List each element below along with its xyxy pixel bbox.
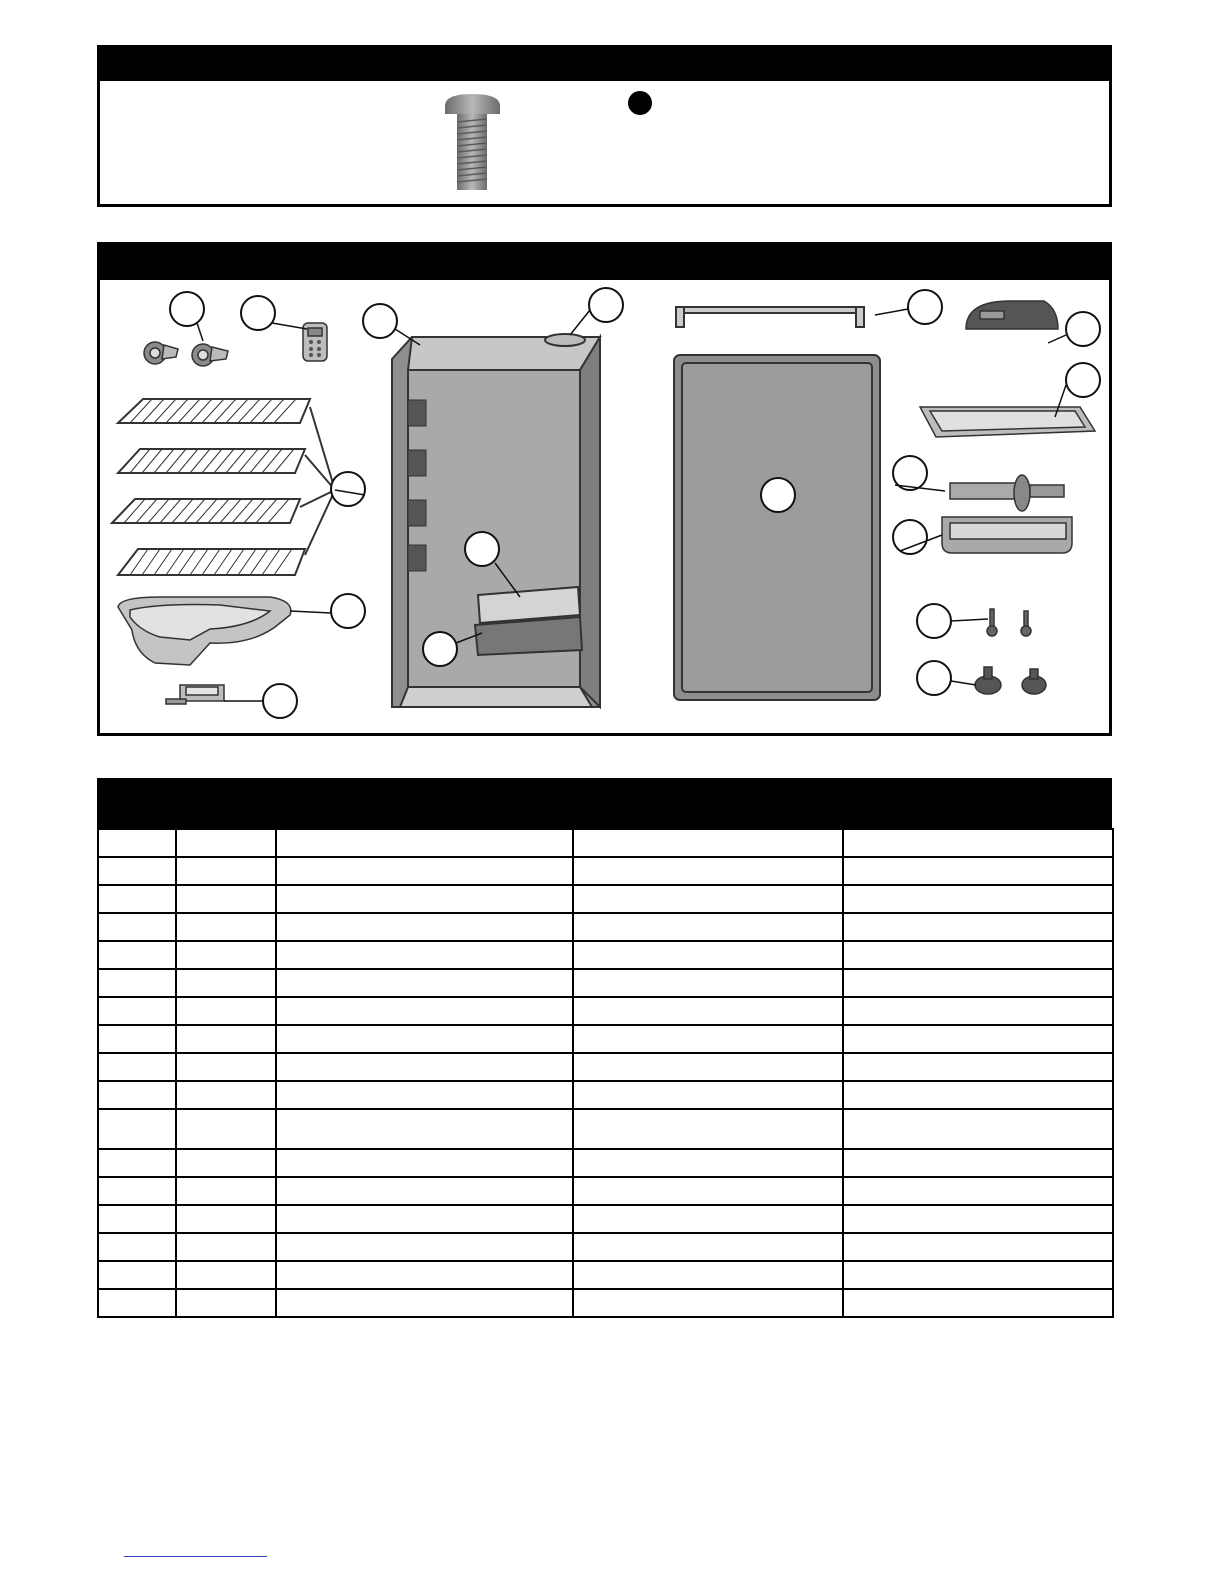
table-cell <box>98 857 176 885</box>
callout-7 <box>1066 363 1100 397</box>
table-cell <box>176 1025 276 1053</box>
table-cell <box>98 1109 176 1149</box>
table-cell <box>573 1261 843 1289</box>
table-row <box>98 1149 1113 1177</box>
callout-2 <box>241 296 275 330</box>
table-row <box>98 1025 1113 1053</box>
footer-link-underline[interactable] <box>124 1556 267 1557</box>
hardware-drawing <box>100 48 1109 204</box>
exploded-parts-drawing <box>100 245 1109 733</box>
table-cell <box>176 1205 276 1233</box>
callout-14 <box>423 632 457 666</box>
table-cell <box>843 1053 1113 1081</box>
table-cell <box>98 941 176 969</box>
parts-list-table <box>97 778 1112 1318</box>
parts-table-grid <box>97 828 1114 1318</box>
grease-container-part <box>942 517 1072 553</box>
callout-12 <box>465 532 499 566</box>
table-cell <box>176 1053 276 1081</box>
caster-wheels-part <box>144 342 228 366</box>
table-cell <box>176 1289 276 1317</box>
table-cell <box>276 941 573 969</box>
table-cell <box>573 1205 843 1233</box>
table-cell <box>176 829 276 857</box>
table-cell <box>276 1289 573 1317</box>
table-cell <box>276 1261 573 1289</box>
hardware-panel <box>97 45 1112 207</box>
door-handle-part <box>676 307 864 327</box>
table-cell <box>573 1149 843 1177</box>
table-cell <box>98 1177 176 1205</box>
control-panel-part <box>966 301 1058 329</box>
table-cell <box>276 1081 573 1109</box>
table-row <box>98 857 1113 885</box>
table-cell <box>843 1205 1113 1233</box>
table-cell <box>573 913 843 941</box>
callout-17 <box>263 684 297 718</box>
callout-11 <box>893 520 927 554</box>
table-row <box>98 1053 1113 1081</box>
table-cell <box>573 829 843 857</box>
table-row <box>98 1261 1113 1289</box>
table-cell <box>843 857 1113 885</box>
table-cell <box>98 997 176 1025</box>
table-cell <box>276 1109 573 1149</box>
table-row <box>98 997 1113 1025</box>
table-cell <box>843 885 1113 913</box>
callout-6 <box>1066 312 1100 346</box>
callout-16 <box>917 661 951 695</box>
callout-1 <box>170 292 204 326</box>
table-row <box>98 941 1113 969</box>
table-cell <box>573 941 843 969</box>
drip-tray-part <box>920 407 1095 437</box>
leveling-feet-part <box>975 667 1046 694</box>
table-cell <box>98 1081 176 1109</box>
table-cell <box>98 1261 176 1289</box>
table-cell <box>843 1109 1113 1149</box>
table-cell <box>573 1081 843 1109</box>
table-row <box>98 1109 1113 1149</box>
table-cell <box>843 1261 1113 1289</box>
table-cell <box>276 857 573 885</box>
table-cell <box>843 969 1113 997</box>
table-cell <box>176 1233 276 1261</box>
table-cell <box>573 885 843 913</box>
table-cell <box>843 1025 1113 1053</box>
table-cell <box>573 1053 843 1081</box>
table-cell <box>573 1233 843 1261</box>
table-cell <box>843 1289 1113 1317</box>
water-bowl-part <box>118 597 291 665</box>
table-cell <box>176 857 276 885</box>
table-cell <box>176 1109 276 1149</box>
table-cell <box>276 1205 573 1233</box>
table-cell <box>176 1177 276 1205</box>
table-cell <box>843 829 1113 857</box>
table-cell <box>843 997 1113 1025</box>
wood-chip-tray-part <box>166 685 224 704</box>
table-cell <box>276 913 573 941</box>
callout-15 <box>917 604 951 638</box>
table-cell <box>276 1233 573 1261</box>
screws-part <box>987 609 1031 636</box>
parts-table-header <box>97 778 1112 828</box>
table-row <box>98 1289 1113 1317</box>
table-cell <box>843 913 1113 941</box>
table-cell <box>98 1149 176 1177</box>
table-cell <box>176 1149 276 1177</box>
table-cell <box>573 969 843 997</box>
table-cell <box>176 1261 276 1289</box>
table-cell <box>573 857 843 885</box>
table-cell <box>176 885 276 913</box>
table-cell <box>276 885 573 913</box>
hardware-callout-dot <box>628 91 652 115</box>
table-cell <box>276 1053 573 1081</box>
table-row <box>98 1177 1113 1205</box>
parts-panel <box>97 242 1112 736</box>
table-cell <box>176 997 276 1025</box>
smoker-door-part <box>674 355 880 700</box>
table-row <box>98 829 1113 857</box>
table-cell <box>573 1289 843 1317</box>
table-cell <box>98 1205 176 1233</box>
callout-3 <box>363 304 397 338</box>
table-cell <box>98 1053 176 1081</box>
table-row <box>98 913 1113 941</box>
table-cell <box>98 969 176 997</box>
table-row <box>98 969 1113 997</box>
callout-4 <box>589 288 623 322</box>
table-cell <box>573 997 843 1025</box>
table-cell <box>98 885 176 913</box>
table-cell <box>573 1025 843 1053</box>
table-cell <box>276 1025 573 1053</box>
table-cell <box>573 1177 843 1205</box>
table-cell <box>98 829 176 857</box>
callout-9 <box>761 478 795 512</box>
table-row <box>98 1081 1113 1109</box>
table-cell <box>573 1109 843 1149</box>
cooking-racks-part <box>112 399 335 575</box>
table-cell <box>276 969 573 997</box>
table-cell <box>176 913 276 941</box>
callout-13 <box>331 594 365 628</box>
wood-loader-part <box>950 475 1064 511</box>
table-cell <box>98 1025 176 1053</box>
callout-8 <box>331 472 365 506</box>
table-cell <box>843 941 1113 969</box>
table-cell <box>843 1233 1113 1261</box>
table-cell <box>176 1081 276 1109</box>
table-row <box>98 1233 1113 1261</box>
table-cell <box>276 829 573 857</box>
table-cell <box>276 1177 573 1205</box>
table-cell <box>843 1149 1113 1177</box>
table-cell <box>276 997 573 1025</box>
table-cell <box>843 1177 1113 1205</box>
table-row <box>98 1205 1113 1233</box>
table-cell <box>98 1233 176 1261</box>
callout-5 <box>908 290 942 324</box>
table-cell <box>176 969 276 997</box>
table-cell <box>176 941 276 969</box>
table-cell <box>98 913 176 941</box>
table-cell <box>98 1289 176 1317</box>
table-row <box>98 885 1113 913</box>
table-cell <box>276 1149 573 1177</box>
bolt-icon <box>445 94 500 190</box>
table-cell <box>843 1081 1113 1109</box>
